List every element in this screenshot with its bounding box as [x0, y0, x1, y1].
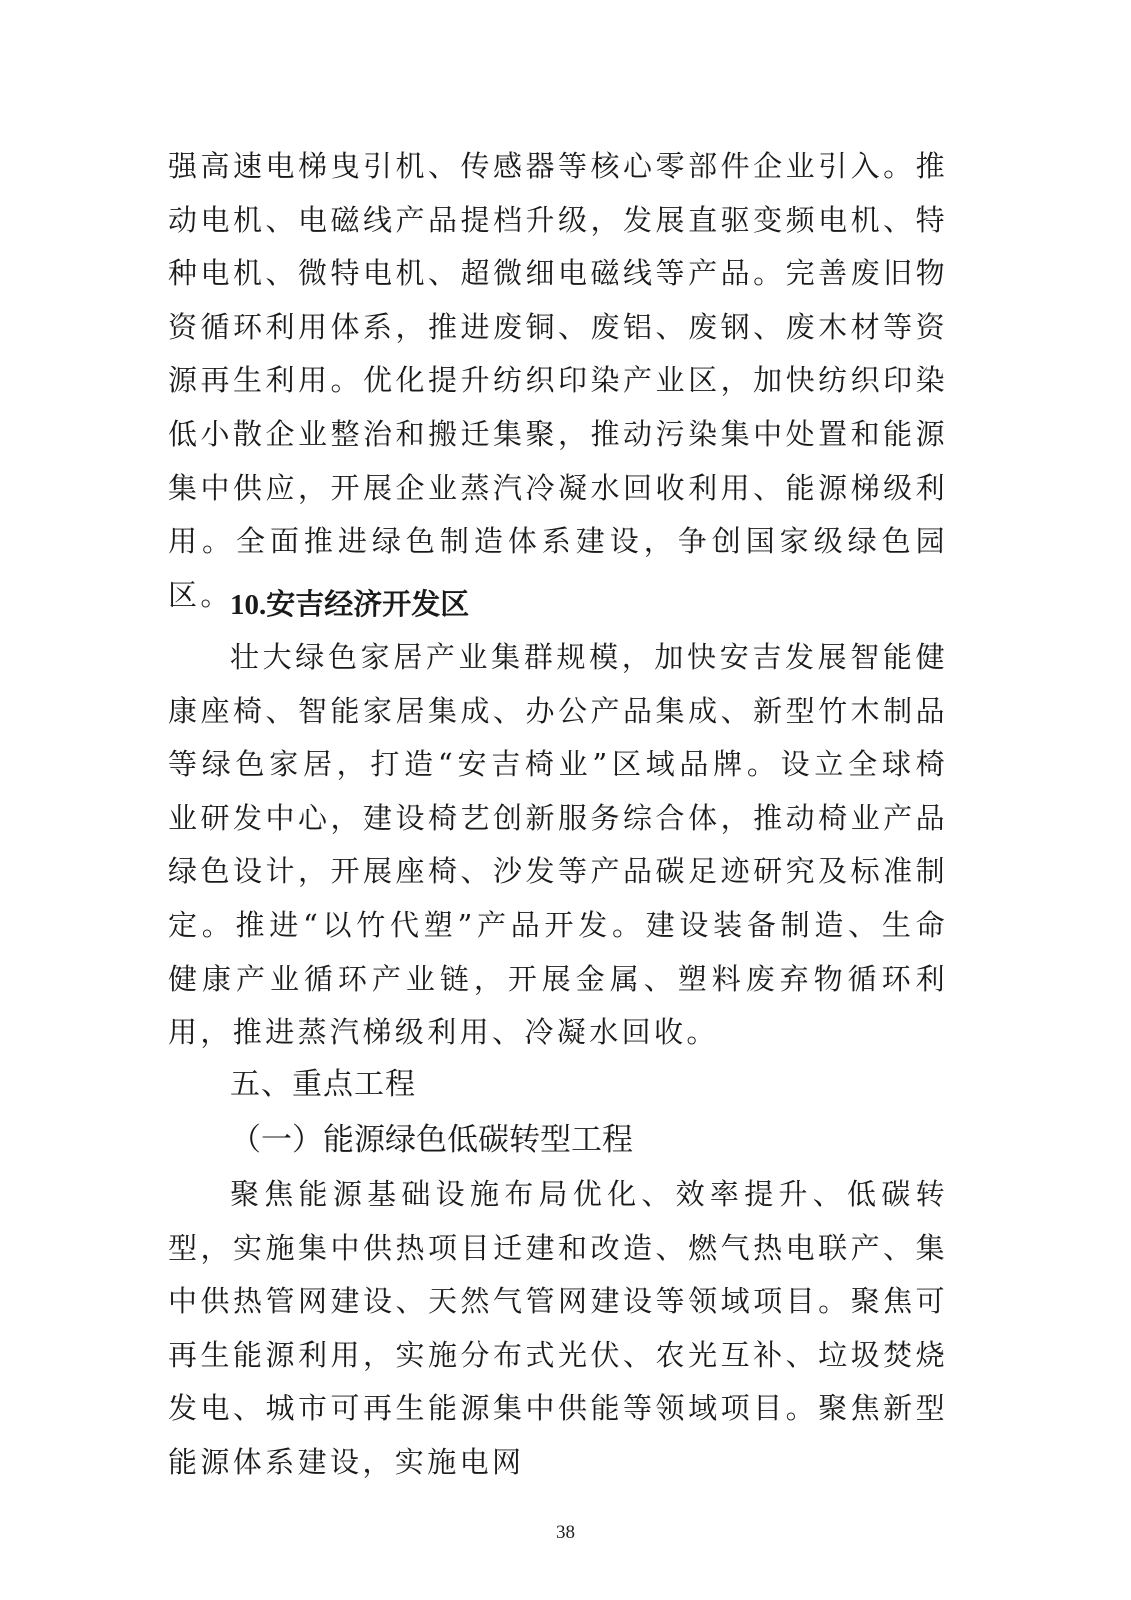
subheading-number: 10.: [230, 589, 267, 621]
page-number: 38: [556, 1522, 575, 1543]
section-heading-key-projects: 五、重点工程: [230, 1067, 416, 1102]
body-paragraph-electrical-textile: 强高速电梯曳引机、传感器等核心零部件企业引入。推动电机、电磁线产品提档升级，发展直驱变频电机、特种电机、微特电机、超微细电磁线等产品。完善废旧物资循环利用体系，推进废铜、废铝、废钢、废木材等资源再生利用。优化提升纺织印染产业区，加快纺织印染低小散企业整治和搬迁集聚，推动污染集中处置和能源集中供应，开展企业蒸汽冷凝水回收利用、能源梯级利用。全面推进绿色制造体系建设，争创国家级绿色园区。: [168, 149, 948, 612]
body-paragraph-green-furniture: 壮大绿色家居产业集群规模，加快安吉发展智能健康座椅、智能家居集成、办公产品集成、新型竹木制品等绿色家居，打造“安吉椅业”区域品牌。设立全球椅业研发中心，建设椅艺创新服务综合体，推动椅业产品绿色设计，开展座椅、沙发等产品碳足迹研究及标准制定。推进“以竹代塑”产品开发。建设装备制造、生命健康产业循环产业链，开展金属、塑料废弃物循环利用，推进蒸汽梯级利用、冷凝水回收。: [168, 640, 948, 1050]
body-paragraph-energy-infrastructure: 聚焦能源基础设施布局优化、效率提升、低碳转型，实施集中供热项目迁建和改造、燃气热电联产、集中供热管网建设、天然气管网建设等领域项目。聚焦可再生能源利用，实施分布式光伏、农光互补、垃圾焚烧发电、城市可再生能源集中供能等领域项目。聚焦新型能源体系建设，实施电网: [168, 1177, 948, 1479]
subheading-title: 安吉经济开发区: [266, 587, 470, 621]
project-heading-energy-transition: （一）能源绿色低碳转型工程: [230, 1122, 633, 1158]
subheading-anji-development-zone: [230, 578, 469, 632]
